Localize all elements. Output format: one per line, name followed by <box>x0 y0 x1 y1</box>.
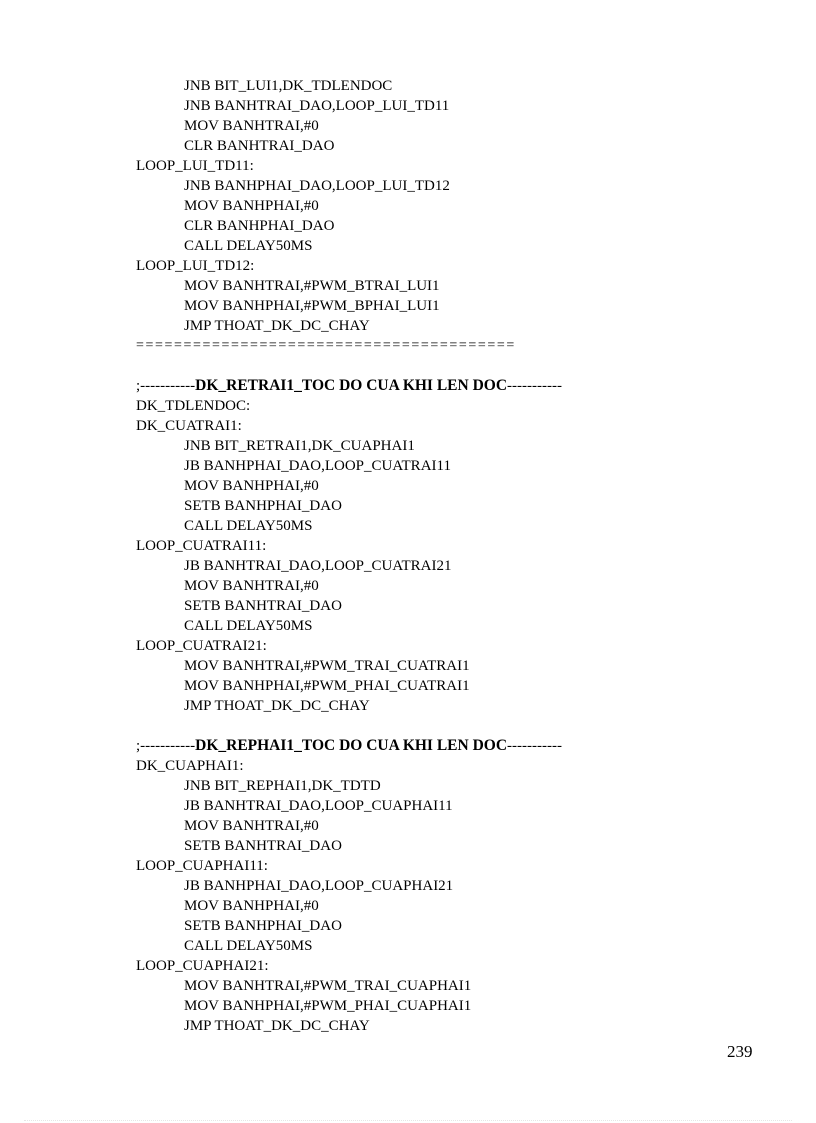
code-line: JNB BIT_LUI1,DK_TDLENDOC <box>184 78 393 94</box>
code-line: JMP THOAT_DK_DC_CHAY <box>184 698 370 714</box>
code-line: MOV BANHTRAI,#0 <box>184 118 319 134</box>
code-label-line: DK_CUATRAI1: <box>136 418 242 434</box>
code-label-line: LOOP_CUAPHAI11: <box>136 858 268 874</box>
comment-prefix: ;----------- <box>136 738 196 754</box>
code-line: MOV BANHTRAI,#0 <box>184 818 319 834</box>
code-line: CLR BANHTRAI_DAO <box>184 138 335 154</box>
code-line: CLR BANHPHAI_DAO <box>184 218 335 234</box>
code-line: MOV BANHPHAI,#0 <box>184 898 319 914</box>
blank-line <box>136 716 756 736</box>
code-line: JB BANHTRAI_DAO,LOOP_CUATRAI21 <box>184 558 452 574</box>
code-line: MOV BANHTRAI,#0 <box>184 578 319 594</box>
code-label-line: LOOP_LUI_TD12: <box>136 258 255 274</box>
section-comment-line <box>136 736 756 756</box>
comment-suffix: ----------- <box>507 378 562 394</box>
code-label-line: LOOP_CUATRAI21: <box>136 638 267 654</box>
code-line: SETB BANHTRAI_DAO <box>184 598 342 614</box>
code-line: JMP THOAT_DK_DC_CHAY <box>184 318 370 334</box>
code-line: JNB BANHPHAI_DAO,LOOP_LUI_TD12 <box>184 178 450 194</box>
comment-heading: DK_REPHAI1_TOC DO CUA KHI LEN DOC <box>195 737 508 754</box>
code-label-line: LOOP_CUAPHAI21: <box>136 958 269 974</box>
code-line: MOV BANHPHAI,#PWM_BPHAI_LUI1 <box>184 298 440 314</box>
comment-heading: DK_RETRAI1_TOC DO CUA KHI LEN DOC <box>195 377 508 394</box>
code-line: SETB BANHPHAI_DAO <box>184 498 342 514</box>
code-line: SETB BANHPHAI_DAO <box>184 918 342 934</box>
code-line: JB BANHPHAI_DAO,LOOP_CUAPHAI21 <box>184 878 454 894</box>
code-line: MOV BANHTRAI,#PWM_BTRAI_LUI1 <box>184 278 440 294</box>
code-line: MOV BANHPHAI,#0 <box>184 198 319 214</box>
page-bottom-edge <box>24 1120 792 1121</box>
code-line: MOV BANHTRAI,#PWM_TRAI_CUATRAI1 <box>184 658 470 674</box>
code-line: JNB BIT_RETRAI1,DK_CUAPHAI1 <box>184 438 415 454</box>
code-label-line: LOOP_CUATRAI11: <box>136 538 267 554</box>
code-line: JB BANHTRAI_DAO,LOOP_CUAPHAI11 <box>184 798 453 814</box>
page-number: 239 <box>727 1042 753 1061</box>
assembly-code-listing <box>136 76 756 1036</box>
section-comment-line <box>136 376 756 396</box>
code-line: CALL DELAY50MS <box>184 518 313 534</box>
code-line: JNB BANHTRAI_DAO,LOOP_LUI_TD11 <box>184 98 450 114</box>
code-label-line: DK_CUAPHAI1: <box>136 758 244 774</box>
separator-line: ======================================== <box>136 338 516 353</box>
code-line: MOV BANHPHAI,#0 <box>184 478 319 494</box>
code-line: MOV BANHPHAI,#PWM_PHAI_CUAPHAI1 <box>184 998 472 1014</box>
code-line: JMP THOAT_DK_DC_CHAY <box>184 1018 370 1034</box>
code-line: CALL DELAY50MS <box>184 938 313 954</box>
code-line: JNB BIT_REPHAI1,DK_TDTD <box>184 778 381 794</box>
code-line: CALL DELAY50MS <box>184 238 313 254</box>
code-line: CALL DELAY50MS <box>184 618 313 634</box>
code-line: MOV BANHTRAI,#PWM_TRAI_CUAPHAI1 <box>184 978 472 994</box>
code-label-line: LOOP_LUI_TD11: <box>136 158 254 174</box>
code-line: JB BANHPHAI_DAO,LOOP_CUATRAI11 <box>184 458 451 474</box>
code-line: MOV BANHPHAI,#PWM_PHAI_CUATRAI1 <box>184 678 470 694</box>
code-label-line: DK_TDLENDOC: <box>136 398 251 414</box>
blank-line <box>136 356 756 376</box>
comment-prefix: ;----------- <box>136 378 196 394</box>
comment-suffix: ----------- <box>507 738 562 754</box>
code-line: SETB BANHTRAI_DAO <box>184 838 342 854</box>
